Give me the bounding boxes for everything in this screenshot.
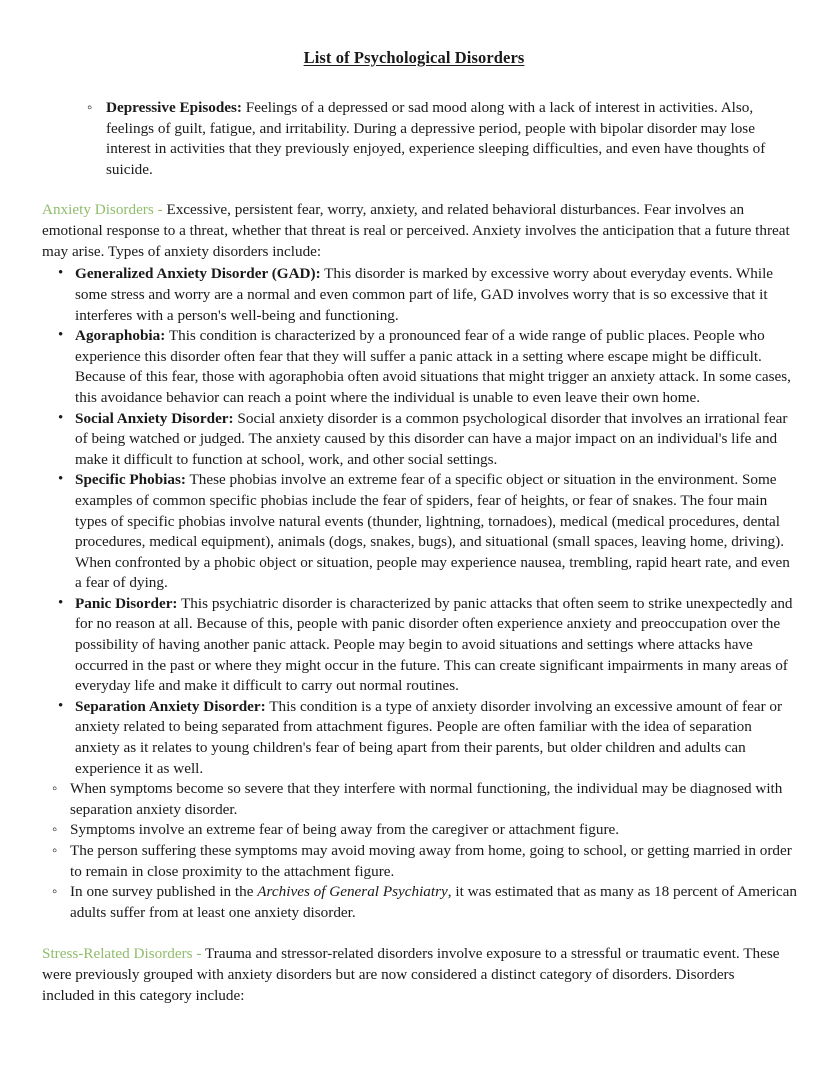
sub-item-text-tail: , it was estimated that as many as 18 percent of American adults suffer from at least one anxiety disorder. — [70, 883, 797, 921]
sub-item-text: When symptoms become so severe that they interfere with normal functioning, the individual may be diagnosed with separation anxiety disorder. — [70, 780, 783, 818]
intro-list-block — [0, 98, 828, 180]
stress-section-block — [0, 944, 828, 1006]
table-row — [42, 326, 796, 408]
list-item-term: Agoraphobia: — [75, 327, 166, 345]
list-item — [74, 98, 792, 180]
list-item-term: Generalized Anxiety Disorder (GAD): — [75, 265, 321, 283]
list-item-text: This condition is characterized by a pronounced fear of a wide range of public places. People who experience this disorder often fear that they will suffer a panic attack in a setting where escape might be difficult. Because of this fear, those with agoraphobia often avoid situations that might trigger an anxiety attack. In some cases, this avoidance behavior can reach a point where the individual is unable to even leave their own home. — [75, 327, 791, 406]
anxiety-section-intro-block — [0, 200, 828, 262]
separation-anxiety-sublist-block — [0, 779, 828, 923]
list-item-text: This condition is a type of anxiety disorder involving an excessive amount of fear or anxiety related to being separated from attachment figures. People are often familiar with the idea of separation anxiety as it relates to young children's fear of being apart from their parents, but older children and adults can experience it as well. — [75, 697, 783, 777]
anxiety-disorder-list — [42, 264, 796, 779]
list-item-text: This psychiatric disorder is characterized by panic attacks that often seem to strike unexpectedly and for no reason at all. Because of this, people with panic disorder often experience anxiety and preoccupation over the possibility of having another panic attack. People may begin to avoid situations and settings where attacks have occurred in the past or where they might occur in the future. This can create significant impairments in many areas of everyday life and make it difficult to carry out normal routines. — [75, 594, 793, 695]
anxiety-section-paragraph — [42, 200, 796, 262]
list-item — [38, 779, 800, 820]
list-item-term: Social Anxiety Disorder: — [75, 409, 234, 427]
separation-anxiety-sublist — [38, 779, 800, 923]
stress-section-heading: Stress-Related Disorders - — [42, 945, 202, 963]
table-row — [42, 594, 796, 697]
list-item — [38, 820, 800, 841]
page-title: List of Psychological Disorders — [303, 48, 525, 67]
table-row — [42, 409, 796, 471]
list-item-term: Panic Disorder: — [75, 594, 178, 612]
sub-item-text: Symptoms involve an extreme fear of being away from the caregiver or attachment figure. — [70, 821, 620, 839]
list-item-term: Separation Anxiety Disorder: — [75, 697, 266, 715]
table-row — [42, 697, 796, 779]
anxiety-section-intro-text: Excessive, persistent fear, worry, anxiety, and related behavioral disturbances. Fear involves an emotional response to a threat, whether that threat is real or perceived. Anxiety involves the anticipation that a future threat may arise. Types of anxiety disorders include: — [42, 201, 790, 260]
list-item-term: Specific Phobias: — [75, 471, 186, 489]
anxiety-section-heading: Anxiety Disorders - — [42, 201, 163, 219]
table-row — [42, 264, 796, 326]
list-item — [38, 882, 800, 923]
table-row — [42, 470, 796, 594]
stress-section-paragraph — [42, 944, 788, 1006]
list-item-text: Social anxiety disorder is a common psychological disorder that involves an irrational fear of being watched or judged. The anxiety caused by this disorder can have a major impact on an individual's life and make it difficult to function at school, work, and other social settings. — [75, 409, 788, 468]
sub-item-text: The person suffering these symptoms may avoid moving away from home, going to school, or getting married in order to remain in close proximity to the attachment figure. — [70, 842, 792, 880]
sub-item-text: In one survey published in the — [70, 883, 258, 901]
list-item-text: Feelings of a depressed or sad mood along with a lack of interest in activities. Also, feelings of guilt, fatigue, and irritability. During a depressive period, people with bipolar disorder may lose interest in activities that they previously enjoyed, experience sleeping difficulties, and even have thoughts of suicide. — [106, 99, 766, 178]
journal-title: Archives of General Psychiatry — [257, 883, 448, 901]
list-item — [38, 841, 800, 882]
intro-list — [74, 98, 792, 180]
anxiety-list-block — [0, 264, 828, 779]
stress-section-intro-text: Trauma and stressor-related disorders involve exposure to a stressful or traumatic event. These were previously grouped with anxiety disorders but are now considered a distinct category of disorders. Disorders included in this category include: — [42, 945, 780, 1004]
list-item-term: Depressive Episodes: — [106, 99, 242, 116]
list-item-text: These phobias involve an extreme fear of a specific object or situation in the environment. Some examples of common specific phobias include the fear of spiders, fear of heights, or fear of snakes. The four main types of specific phobias involve natural events (thunder, lightning, tornadoes), medical (medical procedures, dental procedures, medical equipment), animals (dogs, snakes, bugs), and situational (small spaces, leaving home, driving). When confronted by a phobic object or situation, people may experience nausea, trembling, rapid heart rate, and even a fear of dying. — [75, 471, 790, 592]
list-item-text: This disorder is marked by excessive worry about everyday events. While some stress and worry are a normal and even common part of life, GAD involves worry that is so excessive that it interferes with a person's well-being and functioning. — [75, 265, 774, 324]
